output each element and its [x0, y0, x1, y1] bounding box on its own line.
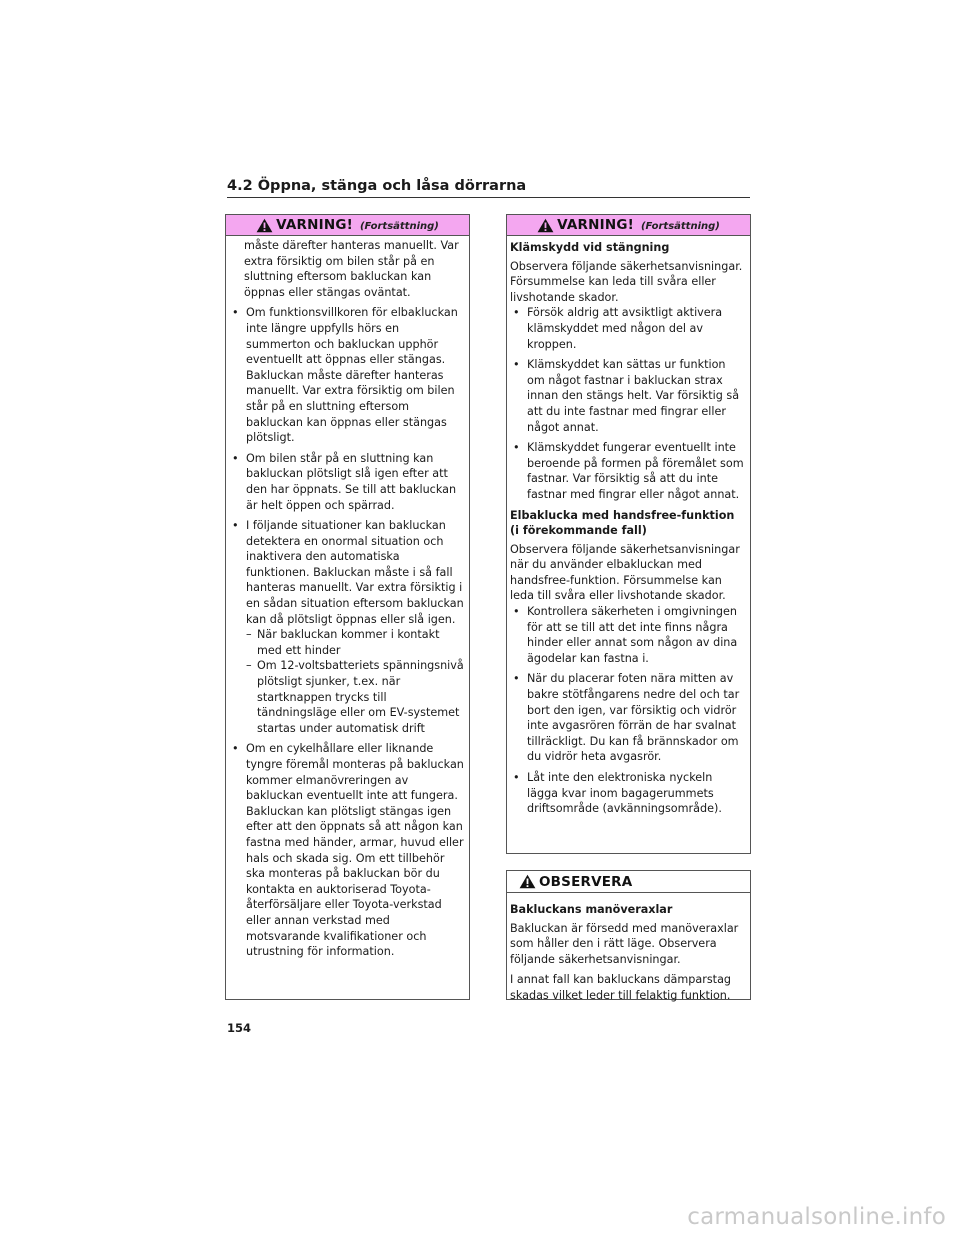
list-item: • Klämskyddet fungerar eventuellt inte beroende på formen på föremålet som fastnar. Var försiktig så att du inte fastnar med fingrar eller något annat.: [513, 441, 744, 501]
warning-box-left: [225, 214, 470, 1000]
subheading: Elbaklucka med handsfree-funktion (i förekommande fall): [510, 508, 735, 538]
notice-body: [507, 893, 750, 1004]
warning-triangle-icon: [519, 874, 536, 889]
list-item: • Om en cykelhållare eller liknande tyngre föremål monteras på bakluckan kommer elmanövreringen av bakluckan eventuellt inte att fungera. Bakluckan kan plötsligt stängas igen efter att den öppnats så att någon kan fastna med händer, armar, huvud eller hals och skada sig. Om ett tillbehör ska monteras på bakluckan bör du kontakta en auktoriserad Toyota-återförsäljare eller Toyota-verkstad eller annan verkstad med motsvarande kvalifikationer och utrustning för information.: [232, 742, 464, 959]
list-item: • När du placerar foten nära mitten av bakre stötfångarens nedre del och tar bort den igen, var försiktig och vidrör inte avgasrören förrän de har svalnat tillräckligt. Du kan få brännskador om du vidrör heta avgasrör.: [513, 672, 740, 764]
notice-box: [506, 870, 751, 1000]
warning-box-header: [507, 215, 750, 236]
list-item: • Om bilen står på en sluttning kan bakluckan plötsligt slå igen efter att den har öppnats. Se till att bakluckan är helt öppen och spärrad.: [232, 451, 457, 512]
paragraph: Observera följande säkerhetsanvisningar. Försummelse kan leda till svåra eller livshotande skador.: [510, 259, 743, 304]
list-item: • Försök aldrig att avsiktligt aktivera klämskyddet med någon del av kroppen.: [513, 306, 723, 351]
warning-box-right: [506, 214, 751, 854]
warning-box-header: [226, 215, 469, 236]
warning-triangle-icon: [256, 218, 273, 233]
subheading: Bakluckans manöveraxlar: [510, 903, 673, 916]
subheading: Klämskydd vid stängning: [510, 241, 670, 254]
warning-body: [226, 236, 469, 960]
section-header: 4.2 Öppna, stänga och låsa dörrarna: [227, 178, 750, 198]
warning-subtitle: (Fortsättning): [640, 220, 720, 232]
paragraph: Bakluckan är försedd med manöveraxlar som håller den i rätt läge. Observera följande säkerhetsanvisningar.: [510, 921, 739, 966]
paragraph: I annat fall kan bakluckans dämparstag skadas vilket leder till felaktig funktion.: [510, 973, 732, 1002]
sub-list-item: – Om 12-voltsbatteriets spänningsnivå plötsligt sjunker, t.ex. när startknappen trycks till tändningsläge eller om EV-systemet startas under automatisk drift: [246, 659, 464, 735]
list-item: • I följande situationer kan bakluckan detektera en onormal situation och inaktivera den automatiska funktionen. Bakluckan måste i så fall hanteras manuellt. Var extra försiktig i en sådan situation eftersom bakluckan kan då plötsligt öppnas eller slå igen.: [232, 519, 464, 626]
sub-list-item: – När bakluckan kommer i kontakt med ett hinder: [246, 628, 440, 657]
warning-title: VARNING!: [276, 217, 353, 233]
paragraph: Observera följande säkerhetsanvisningar när du använder elbakluckan med handsfree-funktion. Försummelse kan leda till svåra eller livshotande skador.: [510, 542, 740, 603]
notice-box-header: [507, 871, 750, 893]
page-number: 154: [227, 1021, 252, 1035]
warning-subtitle: (Fortsättning): [359, 220, 439, 232]
notice-title: OBSERVERA: [539, 873, 633, 890]
warning-body: [507, 236, 750, 817]
watermark: carmanualsonline.info: [687, 1204, 946, 1230]
continued-paragraph: måste därefter hanteras manuellt. Var extra försiktig om bilen står på en sluttning eftersom bakluckan kan öppnas eller stängas oväntat.: [244, 239, 459, 299]
list-item: • Låt inte den elektroniska nyckeln lägga kvar inom bagagerummets driftsområde (avkänningsområde).: [513, 771, 722, 816]
warning-title: VARNING!: [557, 217, 634, 233]
list-item: • Kontrollera säkerheten i omgivningen för att se till att det inte finns några hinder eller annat som någon av dina ägodelar kan fastna i.: [513, 605, 738, 665]
warning-triangle-icon: [537, 218, 554, 233]
list-item: • Om funktionsvillkoren för elbakluckan inte längre uppfylls hörs en summerton och bakluckan upphör eventuellt att öppnas eller stängas. Bakluckan måste därefter hanteras manuellt. Var extra försiktig om bilen står på en sluttning eftersom bakluckan kan öppnas eller stängas plötsligt.: [232, 306, 458, 445]
list-item: • Klämskyddet kan sättas ur funktion om något fastnar i bakluckan strax innan den stängs helt. Var försiktig så att du inte fastnar med fingrar eller något annat.: [513, 358, 740, 434]
